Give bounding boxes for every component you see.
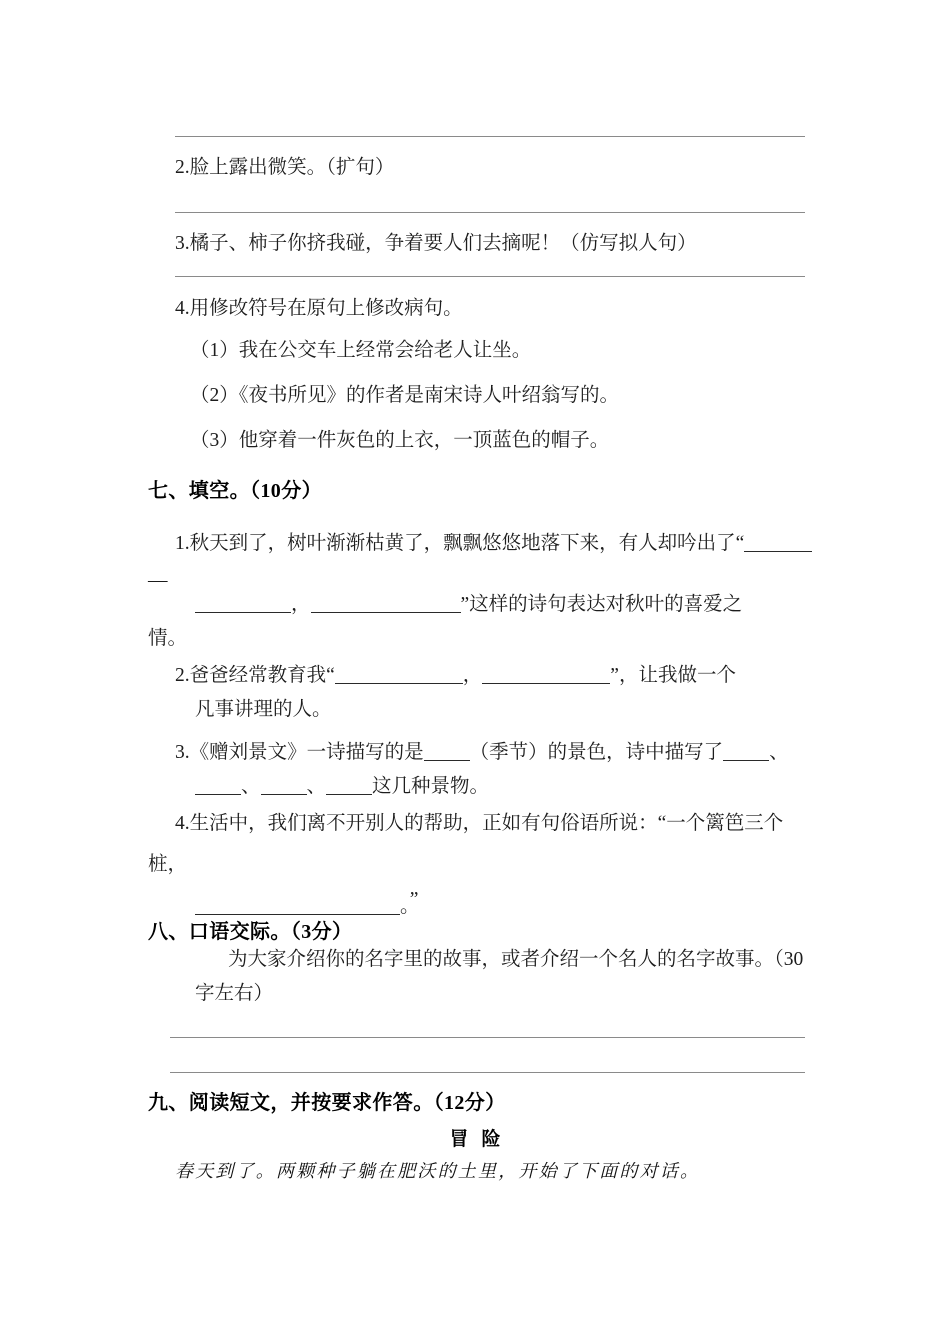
blank-field[interactable] (744, 537, 812, 552)
question-number: 4. (175, 298, 190, 319)
question-text: 用修改符号在原句上修改病句。 (189, 298, 463, 319)
question-item-4-sub-3: （3）他穿着一件灰色的上衣，一顶蓝色的帽子。 (190, 430, 610, 451)
section7-q1-line2 (0, 595, 950, 615)
question-item-4 (0, 299, 950, 319)
question-item-3 (0, 234, 950, 254)
sep: 、 (241, 776, 261, 797)
section7-q3-text-b: （季节）的景色，诗中描写了 (469, 742, 724, 763)
question-item-4-sub-2: （2）《夜书所见》的作者是南宋诗人叶绍翁写的。 (190, 385, 620, 406)
closing-quote: ” (409, 889, 419, 910)
passage-paragraph-1: 春天到了。两颗种子躺在肥沃的土里，开始了下面的对话。 (175, 1161, 701, 1182)
blank-field[interactable] (195, 780, 241, 795)
blank-field[interactable] (335, 669, 463, 684)
section8-body-line2: 字左右） (195, 983, 274, 1004)
blank-field[interactable] (311, 598, 461, 613)
section-heading-nine: 九、阅读短文，并按要求作答。（12分） (148, 1092, 506, 1114)
section-heading-seven: 七、填空。（10分） (148, 480, 322, 502)
question-text: 脸上露出微笑。（扩句） (189, 157, 395, 178)
section7-q1-line3: 情。 (148, 628, 188, 649)
blank-field[interactable] (261, 780, 307, 795)
section8-body-line1: 为大家介绍你的名字里的故事，或者介绍一个名人的名字故事。（30 (228, 949, 804, 970)
comma-sep: ， (291, 594, 311, 615)
section7-q1-line1 (0, 534, 950, 554)
blank-field[interactable] (482, 669, 610, 684)
question-text: 橘子、柿子你挤我碰，争着要人们去摘呢！（仿写拟人句） (189, 233, 697, 254)
blank-field[interactable] (195, 900, 400, 915)
section7-q1-tail: ”这样的诗句表达对秋叶的喜爱之 (460, 594, 743, 615)
section7-q3-line1 (0, 743, 950, 763)
blank-field[interactable] (424, 746, 470, 761)
section7-q3-text-a: 3.《赠刘景文》一诗描写的是 (175, 742, 424, 763)
question-number: 3. (175, 233, 190, 254)
section7-q4-line2: 桩， (148, 854, 188, 875)
answer-rule-q2[interactable] (0, 212, 950, 213)
section8-answer-rule-1[interactable] (0, 1037, 950, 1038)
section-heading-eight: 八、口语交际。（3分） (148, 921, 353, 943)
section7-q1-dangling-blank: — (148, 570, 168, 591)
period-mark: 。 (400, 896, 410, 917)
section7-q3-tail: 这几种景物。 (372, 776, 490, 797)
answer-rule-q1[interactable] (0, 136, 950, 137)
section7-q2-line1 (0, 666, 950, 686)
section8-answer-rule-2[interactable] (0, 1072, 950, 1073)
passage-title: 冒险 (449, 1129, 514, 1150)
section7-q4-line3 (0, 890, 950, 917)
section7-q3-text-c: 、 (769, 742, 789, 763)
answer-rule-q3[interactable] (0, 276, 950, 277)
section7-q2-text: 2.爸爸经常教育我“ (175, 665, 335, 686)
section7-q4-line1: 4.生活中，我们离不开别人的帮助，正如有句俗语所说：“一个篱笆三个 (175, 813, 784, 834)
question-number: 2. (175, 157, 190, 178)
blank-field[interactable] (195, 598, 291, 613)
comma-sep: ， (462, 665, 483, 686)
section7-q2-line2: 凡事讲理的人。 (195, 699, 332, 720)
question-item-2 (0, 158, 950, 178)
section7-q3-line2 (0, 777, 950, 797)
sep: 、 (306, 776, 327, 797)
blank-field[interactable] (723, 746, 769, 761)
blank-field[interactable] (326, 780, 372, 795)
section7-q2-tail: ”，让我做一个 (610, 665, 736, 686)
question-item-4-sub-1: （1）我在公交车上经常会给老人让坐。 (190, 340, 532, 361)
section7-q1-text: 1.秋天到了，树叶渐渐枯黄了，飘飘悠悠地落下来，有人却吟出了“ (175, 533, 745, 554)
